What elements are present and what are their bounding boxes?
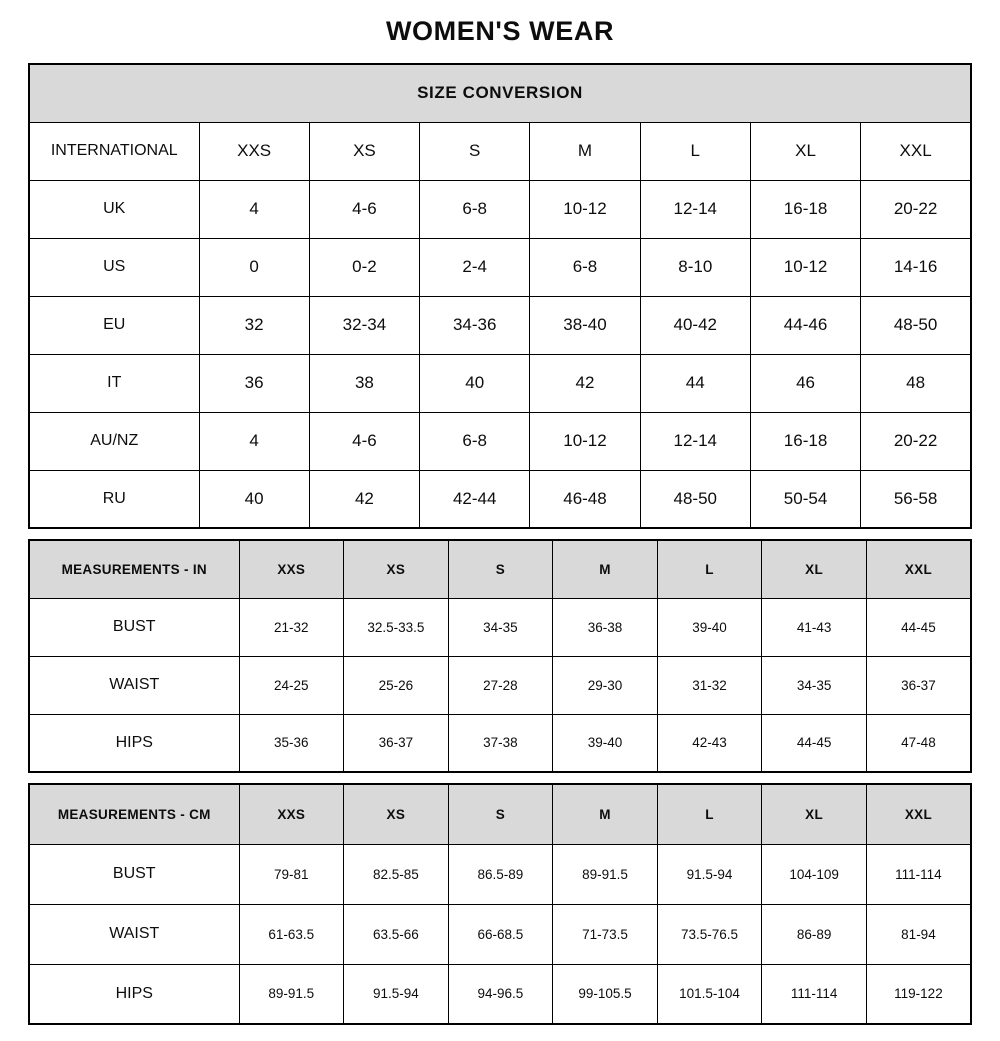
cell: 37-38 [448,714,553,772]
column-header: XS [309,122,419,180]
cell: 89-91.5 [239,964,344,1024]
cell: 4 [199,412,309,470]
row-label: BUST [29,844,239,904]
cell: 48-50 [861,296,971,354]
cell: 20-22 [861,180,971,238]
cell: 39-40 [657,598,762,656]
cell: 32-34 [309,296,419,354]
column-header: XXS [239,540,344,598]
cell: 34-36 [420,296,530,354]
size-conversion-table [28,63,972,529]
cell: 24-25 [239,656,344,714]
cell: 4-6 [309,412,419,470]
cell: 104-109 [762,844,867,904]
measurements-in-title: MEASUREMENTS - IN [29,540,239,598]
cell: 14-16 [861,238,971,296]
cell: 46 [750,354,860,412]
cell: 66-68.5 [448,904,553,964]
row-label: WAIST [29,656,239,714]
cell: 111-114 [762,964,867,1024]
cell: 101.5-104 [657,964,762,1024]
column-header: L [657,784,762,844]
column-header: M [530,122,640,180]
table-header-row [29,122,971,180]
row-label: HIPS [29,964,239,1024]
cell: 31-32 [657,656,762,714]
column-header: L [657,540,762,598]
cell: 40-42 [640,296,750,354]
cell: 42-43 [657,714,762,772]
cell: 34-35 [762,656,867,714]
column-header: XXL [861,122,971,180]
cell: 32 [199,296,309,354]
cell: 99-105.5 [553,964,658,1024]
cell: 82.5-85 [344,844,449,904]
cell: 46-48 [530,470,640,528]
column-header: XXS [199,122,309,180]
table-row [29,470,971,528]
cell: 36 [199,354,309,412]
cell: 73.5-76.5 [657,904,762,964]
table-row [29,598,971,656]
cell: 48-50 [640,470,750,528]
cell: 56-58 [861,470,971,528]
cell: 10-12 [750,238,860,296]
row-label: RU [29,470,199,528]
cell: 25-26 [344,656,449,714]
table-row [29,238,971,296]
cell: 91.5-94 [657,844,762,904]
cell: 2-4 [420,238,530,296]
table-row [29,354,971,412]
cell: 38 [309,354,419,412]
table-banner-row [29,64,971,122]
cell: 21-32 [239,598,344,656]
cell: 0 [199,238,309,296]
row-label: EU [29,296,199,354]
cell: 36-38 [553,598,658,656]
column-header: XXL [866,784,971,844]
cell: 111-114 [866,844,971,904]
column-header: XS [344,784,449,844]
column-header: XS [344,540,449,598]
cell: 16-18 [750,180,860,238]
cell: 50-54 [750,470,860,528]
column-header: XXS [239,784,344,844]
cell: 12-14 [640,180,750,238]
cell: 44-45 [866,598,971,656]
cell: 8-10 [640,238,750,296]
cell: 36-37 [866,656,971,714]
cell: 44-46 [750,296,860,354]
column-header: XL [762,784,867,844]
cell: 61-63.5 [239,904,344,964]
cell: 71-73.5 [553,904,658,964]
cell: 27-28 [448,656,553,714]
cell: 47-48 [866,714,971,772]
cell: 40 [420,354,530,412]
cell: 20-22 [861,412,971,470]
table-row [29,656,971,714]
column-header: M [553,540,658,598]
column-header: S [420,122,530,180]
measurements-in-table [28,539,972,773]
cell: 38-40 [530,296,640,354]
row-label: IT [29,354,199,412]
cell: 48 [861,354,971,412]
cell: 79-81 [239,844,344,904]
column-header: XXL [866,540,971,598]
column-header: S [448,784,553,844]
column-header: L [640,122,750,180]
row-label: AU/NZ [29,412,199,470]
cell: 34-35 [448,598,553,656]
table-header-row [29,540,971,598]
column-header: INTERNATIONAL [29,122,199,180]
row-label: BUST [29,598,239,656]
cell: 0-2 [309,238,419,296]
cell: 32.5-33.5 [344,598,449,656]
cell: 119-122 [866,964,971,1024]
row-label: WAIST [29,904,239,964]
cell: 63.5-66 [344,904,449,964]
table-row [29,412,971,470]
cell: 44-45 [762,714,867,772]
cell: 91.5-94 [344,964,449,1024]
cell: 86-89 [762,904,867,964]
table-row [29,904,971,964]
cell: 41-43 [762,598,867,656]
cell: 36-37 [344,714,449,772]
cell: 35-36 [239,714,344,772]
cell: 4-6 [309,180,419,238]
measurements-cm-title: MEASUREMENTS - CM [29,784,239,844]
cell: 10-12 [530,180,640,238]
table-row [29,296,971,354]
cell: 42 [309,470,419,528]
column-header: S [448,540,553,598]
row-label: HIPS [29,714,239,772]
cell: 89-91.5 [553,844,658,904]
cell: 39-40 [553,714,658,772]
cell: 86.5-89 [448,844,553,904]
cell: 16-18 [750,412,860,470]
table-row [29,180,971,238]
cell: 12-14 [640,412,750,470]
cell: 6-8 [420,180,530,238]
cell: 40 [199,470,309,528]
page-title: WOMEN'S WEAR [385,16,615,46]
cell: 42 [530,354,640,412]
cell: 4 [199,180,309,238]
cell: 29-30 [553,656,658,714]
cell: 94-96.5 [448,964,553,1024]
table-row [29,714,971,772]
size-conversion-title: SIZE CONVERSION [29,64,971,122]
cell: 81-94 [866,904,971,964]
table-row [29,964,971,1024]
column-header: XL [750,122,860,180]
measurements-cm-table [28,783,972,1025]
table-row [29,844,971,904]
cell: 6-8 [530,238,640,296]
cell: 6-8 [420,412,530,470]
cell: 44 [640,354,750,412]
column-header: M [553,784,658,844]
cell: 42-44 [420,470,530,528]
row-label: UK [29,180,199,238]
table-header-row [29,784,971,844]
row-label: US [29,238,199,296]
cell: 10-12 [530,412,640,470]
column-header: XL [762,540,867,598]
